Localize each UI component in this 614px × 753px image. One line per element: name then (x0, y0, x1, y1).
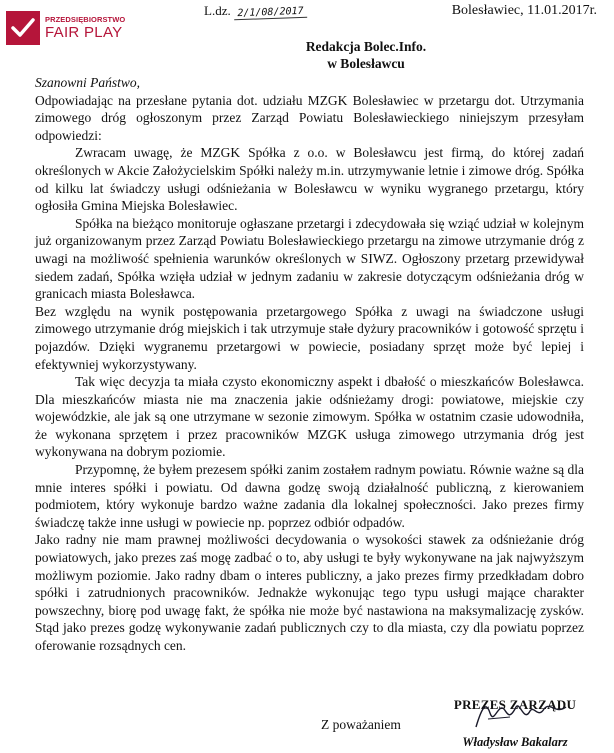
company-logo (6, 7, 126, 49)
reference-number (204, 3, 307, 19)
addressee-location: w Bolesławcu (327, 56, 405, 71)
paragraph: Zwracam uwagę, że MZGK Spółka z o.o. w Bolesławcu jest firmą, do której zadań określonych w Akcie Założycielskim Spółki należy m.in. utrzymywanie letnie i zimowe dróg. Spółka od kilku lat świadczy usługi odśnieżania w Bolesławcu w wyniku wygranego przetargu, który ogłosiła Gmina Miejska Bolesławiec. (35, 145, 584, 214)
salutation: Szanowni Państwo, (35, 75, 141, 90)
signatory-title: PREZES ZARZĄDU (453, 697, 577, 712)
logo-company-name: FAIR PLAY (45, 24, 123, 42)
fair-play-logo-icon (6, 11, 40, 45)
paragraph: Bez względu na wynik postępowania przetargowego Spółka z uwagi na świadczone usługi zimowego utrzymanie dróg miejskich i tak utrzymuje stałe dyżury pracowników i gotowość sprzętu i pojazdów. Dzięki wygranemu przetargowi w powiecie, posiadany sprzęt może być lepiej i efektywniej wykorzystywany. (35, 303, 584, 372)
letter-date: Bolesławiec, 11.01.2017r. (451, 3, 597, 18)
letter-body (35, 74, 584, 655)
paragraph-intro: Odpowiadając na przesłane pytania dot. udziału MZGK Bolesławiec w przetargu dot. Utrzymania zimowego dróg ogłoszonym przez Zarząd Powiatu Bolesławieckiego niniejszym przesyłam odpowiedzi: (35, 92, 584, 143)
paragraph: Spółka na bieżąco monitoruje ogłaszane przetargi i zdecydowała się wziąć udział w kolejnym już organizowanym przez Zarząd Powiatu Bolesławieckiego przetargu na zimowe utrzymanie dróg z uwagi na możliwość spełnienia warunków określonych w SIWZ. Ogłoszony przetarg przewidywał siedem zadań, Spółka wzięła udział w jednym zadaniu w zakresie dotyczącym odśnieżania dróg w granicach miasta Bolesławca. (35, 215, 584, 302)
closing-phrase: Z poważaniem (321, 717, 401, 732)
reference-label: L.dz. (204, 3, 231, 18)
paragraph: Jako radny nie mam prawnej możliwości decydowania o wysokości stawek za odśnieżanie dróg powiatowych, jako prezes zaś mogę zadbać o to, aby usługi te były wykonywane na jak najwyższym możliwym poziomie. Jako radny dbam o interes publiczny, a jako prezes firmy przedkładam dobro spółki i zatrudnionych pracowników. Jednakże wykonując tego typu usługi mające charakter powszechny, biorę pod uwagę fakt, że spółka nie może być nastawiona na maksymalizację zysków. Stąd jako prezes godzę wykonywanie zadań publicznych czy to dla miasta, czy dla powiatu poprzez oferowanie rozsądnych cen. (35, 532, 584, 653)
signatory-name: Władysław Bakalarz (462, 735, 568, 749)
paragraph: Przypomnę, że byłem prezesem spółki zanim zostałem radnym powiatu. Równie ważne są dla mnie interes spółki i powiatu. Od dawna godzę swoją działalność publiczną, z kierowaniem podmiotem, który wykonuje bardzo ważne zadania dla lokalnej społeczności. Jako prezes firmy świadczę także inne usługi w powiecie np. poprzez odbiór odpadów. (35, 462, 584, 530)
handwritten-signature (470, 697, 570, 731)
signature-block (440, 697, 590, 750)
paragraph: Tak więc decyzja ta miała czysto ekonomiczny aspekt i dbałość o mieszkańców Bolesławca. Dla mieszkańców miasta nie ma znaczenia jakie odśnieżamy drogi: powiatowe, miejskie czy wojewódzkie, ale jak są one utrzymane w sezonie zimowym. Spółka w ostatnim czasie udowodniła, że wykonana sprzętem i przez pracowników MZGK usługa zimowego utrzymania dróg jest wykonywana na dobrym poziomie. (35, 374, 584, 460)
addressee (286, 38, 446, 72)
reference-handwritten-number: 2/1/08/2017 (234, 6, 307, 21)
addressee-name: Redakcja Bolec.Info. (305, 39, 427, 54)
logo-company-type: PRZEDSIĘBIORSTWO (45, 14, 126, 24)
